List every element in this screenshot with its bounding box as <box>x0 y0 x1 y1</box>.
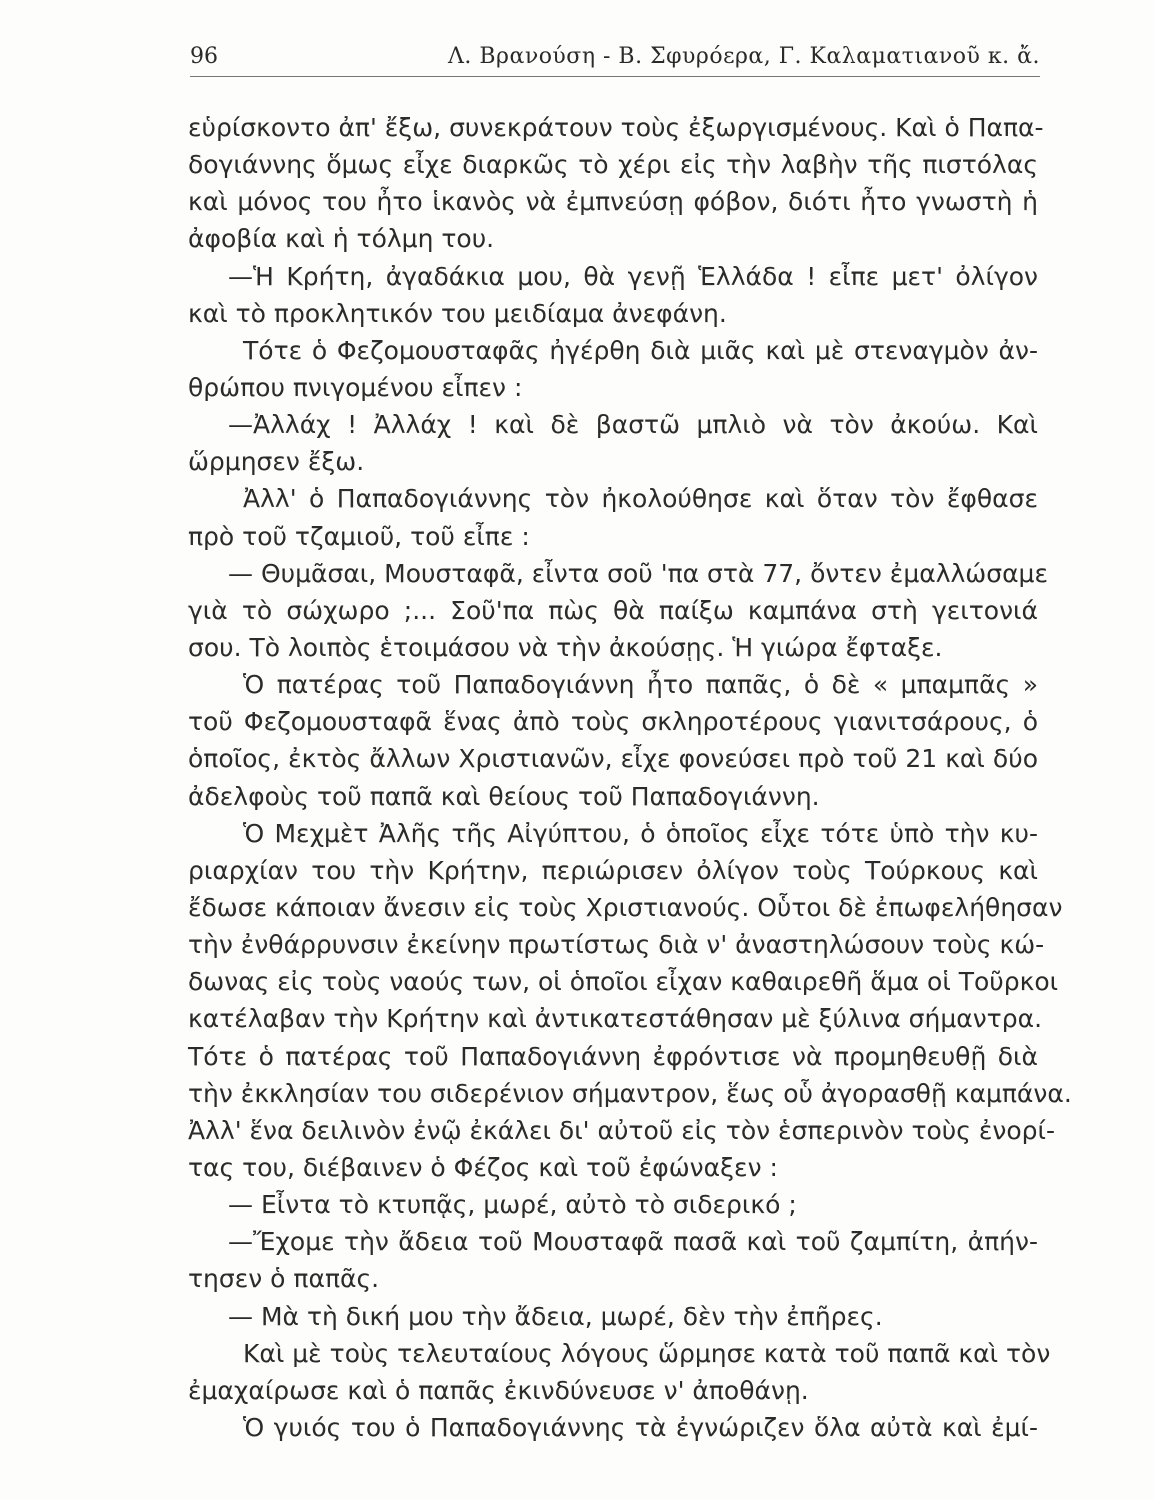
text-line: ριαρχίαν του τὴν Κρήτην, περιώρισεν ὀλίγον τοὺς Τούρκους καὶ <box>188 855 1038 885</box>
text-line: γιὰ τὸ σώχωρο ;... Σοῦ'πα πὼς θὰ παίξω καμπάνα στὴ γειτονιά <box>188 595 1038 625</box>
text-line: δωνας εἰς τοὺς ναούς των, οἱ ὁποῖοι εἶχαν καθαιρεθῆ ἅμα οἱ Τοῦρκοι <box>188 967 1059 997</box>
text-line: θρώπου πνιγομένου εἶπεν : <box>188 372 523 402</box>
text-line: Ὁ πατέρας τοῦ Παπαδογιάννη ἦτο παπᾶς, ὁ δὲ « μπαμπᾶς » <box>243 670 1038 700</box>
text-line: ἔδωσε κάποιαν ἄνεσιν εἰς τοὺς Χριστιανούς. Οὗτοι δὲ ἐπωφελήθησαν <box>188 892 1063 922</box>
text-line: Τότε ὁ πατέρας τοῦ Παπαδογιάννη ἐφρόντισε νὰ προμηθευθῇ διὰ <box>188 1041 1038 1071</box>
text-line: ὁποῖος, ἐκτὸς ἄλλων Χριστιανῶν, εἶχε φονεύσει πρὸ τοῦ 21 καὶ δύο <box>188 744 1038 774</box>
text-line: δογιάννης ὅμως εἶχε διαρκῶς τὸ χέρι εἰς τὴν λαβὴν τῆς πιστόλας <box>188 150 1038 180</box>
text-line: καὶ τὸ προκλητικόν του μειδίαμα ἀνεφάνη. <box>188 298 727 328</box>
text-line: Ἀλλ' ὁ Παπαδογιάννης τὸν ἠκολούθησε καὶ ὅταν τὸν ἔφθασε <box>243 484 1038 514</box>
text-line: Τότε ὁ Φεζομουσταφᾶς ἠγέρθη διὰ μιᾶς καὶ μὲ στεναγμὸν ἀν- <box>243 335 1038 365</box>
text-line: —Ἡ Κρήτη, ἀγαδάκια μου, θὰ γενῇ Ἑλλάδα ! εἶπε μετ' ὀλίγον <box>228 261 1038 291</box>
text-line: τησεν ὁ παπᾶς. <box>188 1264 380 1294</box>
header-rule <box>190 76 1040 77</box>
text-line: — Μὰ τὴ δική μου τὴν ἄδεια, μωρέ, δὲν τὴν ἐπῆρες. <box>228 1301 883 1331</box>
text-line: Ὁ Μεχμὲτ Ἀλῆς τῆς Αἰγύπτου, ὁ ὁποῖος εἶχε τότε ὑπὸ τὴν κυ- <box>243 818 1038 848</box>
page-header <box>190 40 1040 80</box>
text-line: καὶ μόνος του ἦτο ἱκανὸς νὰ ἐμπνεύσῃ φόβον, διότι ἦτο γνωστὴ ἡ <box>188 187 1038 217</box>
text-line: εὑρίσκοντο ἀπ' ἔξω, συνεκράτουν τοὺς ἐξωργισμένους. Καὶ ὁ Παπα- <box>188 113 1044 142</box>
text-line: κατέλαβαν τὴν Κρήτην καὶ ἀντικατεστάθησαν μὲ ξύλινα σήμαντρα. <box>188 1004 1043 1034</box>
text-line: τὴν ἐκκλησίαν του σιδερένιον σήμαντρον, ἕως οὗ ἀγορασθῇ καμπάνα. <box>188 1078 1072 1108</box>
text-line: τοῦ Φεζομουσταφᾶ ἕνας ἀπὸ τοὺς σκληροτέρους γιανιτσάρους, ὁ <box>188 707 1038 737</box>
body-text <box>188 109 1072 1446</box>
text-line: σου. Τὸ λοιπὸς ἑτοιμάσου νὰ τὴν ἀκούσῃς. Ἡ γιώρα ἔφταξε. <box>188 632 943 662</box>
text-line: Ἀλλ' ἕνα δειλινὸν ἐνῷ ἐκάλει δι' αὐτοῦ εἰς τὸν ἑσπερινὸν τοὺς ἐνορί- <box>188 1115 1056 1145</box>
text-line: ἀδελφοὺς τοῦ παπᾶ καὶ θείους τοῦ Παπαδογιάννη. <box>188 781 820 811</box>
text-line: — Θυμᾶσαι, Μουσταφᾶ, εἶντα σοῦ 'πα στὰ 77, ὄντεν ἐμαλλώσαμε <box>228 558 1048 588</box>
page-number: 96 <box>190 44 218 69</box>
text-line: Καὶ μὲ τοὺς τελευταίους λόγους ὥρμησε κατὰ τοῦ παπᾶ καὶ τὸν <box>243 1338 1051 1368</box>
running-head: Λ. Βρανούση - Β. Σφυρόερα, Γ. Καλαματιανοῦ κ. ἄ. <box>447 44 1040 69</box>
text-line: ἐμαχαίρωσε καὶ ὁ παπᾶς ἐκινδύνευσε ν' ἀποθάνῃ. <box>188 1375 809 1405</box>
text-line: τας του, διέβαινεν ὁ Φέζος καὶ τοῦ ἐφώναξεν : <box>188 1152 778 1182</box>
text-line: ὥρμησεν ἔξω. <box>188 447 365 477</box>
text-line: τὴν ἐνθάρρυνσιν ἐκείνην πρωτίστως διὰ ν' ἀναστηλώσουν τοὺς κώ- <box>188 930 1045 960</box>
text-line: —Ἔχομε τὴν ἄδεια τοῦ Μουσταφᾶ πασᾶ καὶ τοῦ ζαμπίτη, ἀπήν- <box>228 1227 1038 1257</box>
text-line: πρὸ τοῦ τζαμιοῦ, τοῦ εἶπε : <box>188 521 530 551</box>
text-line: ἀφοβία καὶ ἡ τόλμη του. <box>188 224 495 254</box>
text-line: Ὁ γυιός του ὁ Παπαδογιάννης τὰ ἐγνώριζεν ὅλα αὐτὰ καὶ ἐμί- <box>243 1412 1038 1442</box>
text-line: —Ἀλλάχ ! Ἀλλάχ ! καὶ δὲ βαστῶ μπλιὸ νὰ τὸν ἀκούω. Καὶ <box>228 410 1038 440</box>
text-line: — Εἶντα τὸ κτυπᾷς, μωρέ, αὐτὸ τὸ σιδερικό ; <box>228 1190 797 1220</box>
